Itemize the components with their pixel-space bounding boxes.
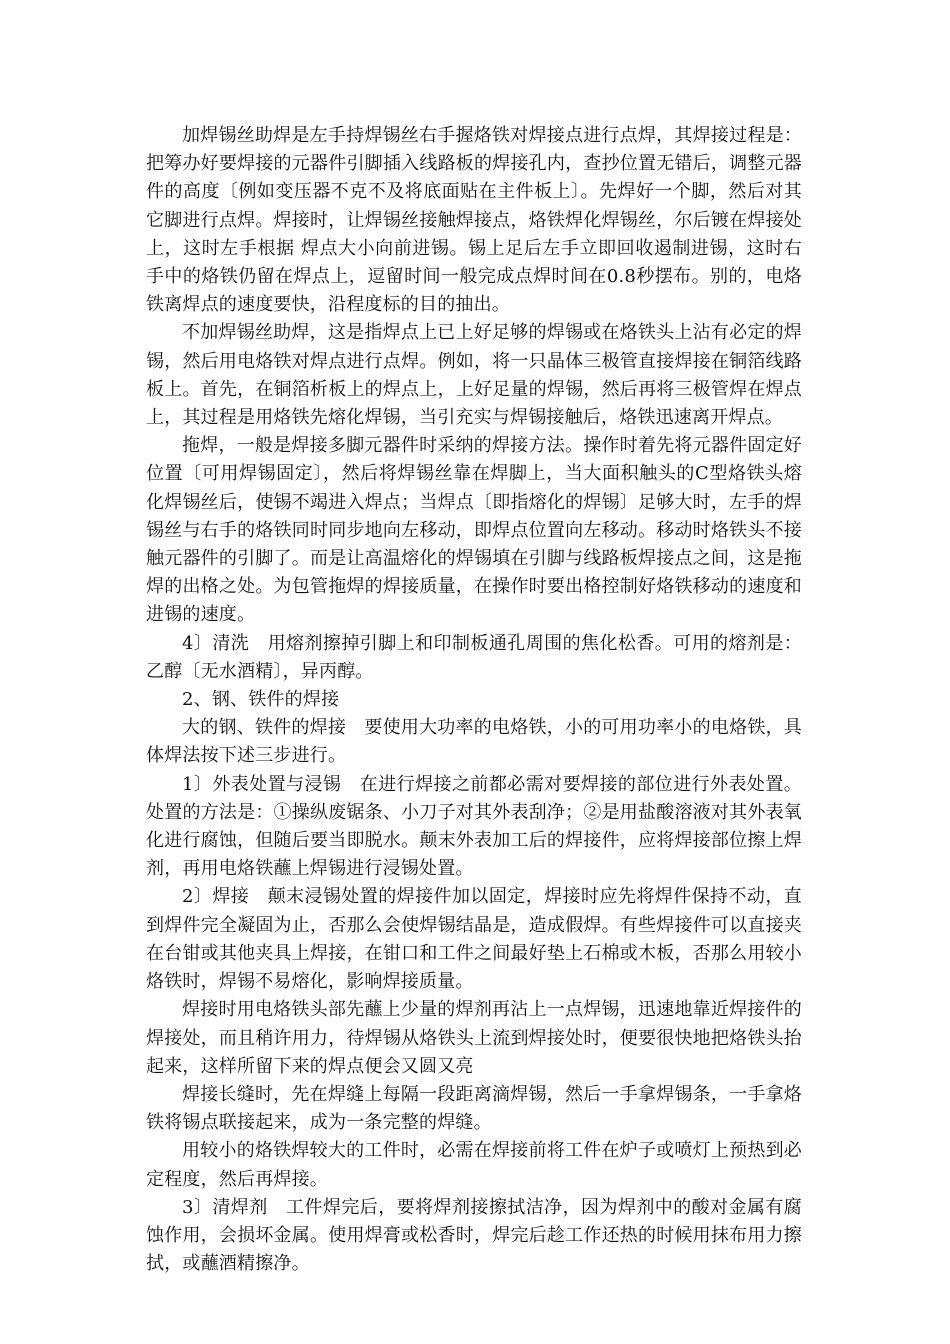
paragraph-steel-iron-intro: 大的钢、铁件的焊接 要使用大功率的电烙铁，小的可用功率小的电烙铁，具体焊法按下述三步进行。: [146, 717, 802, 767]
paragraph-clean-flux: 3〕清焊剂 工件焊完后，要将焊剂接擦拭洁净，因为焊剂中的酸对金属有腐蚀作用，会损坏金属。使用焊膏或松香时，焊完后趁工作还热的时候用抹布用力擦拭，或蘸酒精擦净。: [146, 1196, 802, 1275]
document-page: [146, 122, 802, 1278]
paragraph-welding-step: 2〕焊接 颠末浸锡处置的焊接件加以固定，焊接时应先将焊件保持不动，直到焊件完全凝固为止，否那么会使焊锡结晶是，造成假焊。有些焊接件可以直接夹在台钳或其他夹具上焊接，在钳口和工件之间最好垫上石棉或木板，否那么用较小烙铁时，焊锡不易熔化，影响焊接质量。: [146, 886, 802, 993]
paragraph-surface-treatment: 1〕外表处置与浸锡 在进行焊接之前都必需对要焊接的部位进行外表处置。处置的方法是：①操纵废锯条、小刀子对其外表刮净；②是用盐酸溶液对其外表氧化进行腐蚀，但随后要当即脱水。颠末外表加工后的焊接件，应将焊接部位擦上焊剂，再用电烙铁蘸上焊锡进行浸锡处置。: [146, 773, 802, 880]
paragraph-cleaning: 4〕清洗 用熔剂擦掉引脚上和印制板通孔周围的焦化松香。可用的熔剂是：乙醇〔无水酒精〕，异丙醇。: [146, 632, 802, 682]
paragraph-long-seam: 焊接长缝时，先在焊缝上每隔一段距离滴焊锡，然后一手拿焊锡条，一手拿烙铁将锡点联接起来，成为一条完整的焊缝。: [146, 1083, 802, 1134]
paragraph-spot-welding-without-wire: 不加焊锡丝助焊，这是指焊点上已上好足够的焊锡或在烙铁头上沾有必定的焊锡，然后用电烙铁对焊点进行点焊。例如，将一只晶体三极管直接焊接在铜箔线路板上。首先，在铜箔析板上的焊点上，上好足量的焊锡，然后再将三极管焊在焊点上，其过程是用烙铁先熔化焊锡，当引充实与焊锡接触后，烙铁迅速离开焊点。: [146, 322, 802, 429]
paragraph-spot-welding-with-wire: 加焊锡丝助焊是左手持焊锡丝右手握烙铁对焊接点进行点焊，其焊接过程是：把筹办好要焊接的元器件引脚插入线路板的焊接孔内，查抄位置无错后，调整元器件的高度〔例如变压器不克不及将底面贴在主件板上〕。先焊好一个脚，然后对其它脚进行点焊。焊接时，让焊锡丝接触焊接点，烙铁焊化焊锡丝，尔后镀在焊接处上，这时左手根据 焊点大小向前进锡。锡上足后左手立即回收遏制进锡，这时右手中的烙铁仍留在焊点上，逗留时间一般完成点焊时间在0.8秒摆布。别的，电烙铁离焊点的速度要快，沿程度标的目的抽出。: [146, 125, 802, 316]
paragraph-preheating: 用较小的烙铁焊较大的工件时，必需在焊接前将工件在炉子或喷灯上预热到必定程度，然后再焊接。: [146, 1140, 802, 1190]
paragraph-drag-welding: 拖焊，一般是焊接多脚元器件时采纳的焊接方法。操作时着先将元器件固定好位置〔可用焊锡固定〕，然后将焊锡丝靠在焊脚上，当大面积触头的C型烙铁头熔化焊锡丝后，使锡不竭进入焊点；当焊点〔即指熔化的焊锡〕足够大时，左手的焊锡丝与右手的烙铁同时同步地向左移动，即焊点位置向左移动。移动时烙铁头不接触元器件的引脚了。而是让高温熔化的焊锡填在引脚与线路板焊接点之间，这是拖焊的出格之处。为包管拖焊的焊接质量，在操作时要出格控制好烙铁移动的速度和进锡的速度。: [146, 435, 802, 626]
paragraph-welding-technique: 焊接时用电烙铁头部先蘸上少量的焊剂再沾上一点焊锡，迅速地靠近焊接件的焊接处，而且稍许用力，待焊锡从烙铁头上流到焊接处时，便要很快地把烙铁头抬起来，这样所留下来的焊点便会又圆又亮: [146, 999, 802, 1077]
section-heading-steel-iron: 2、钢、铁件的焊接: [182, 689, 340, 711]
